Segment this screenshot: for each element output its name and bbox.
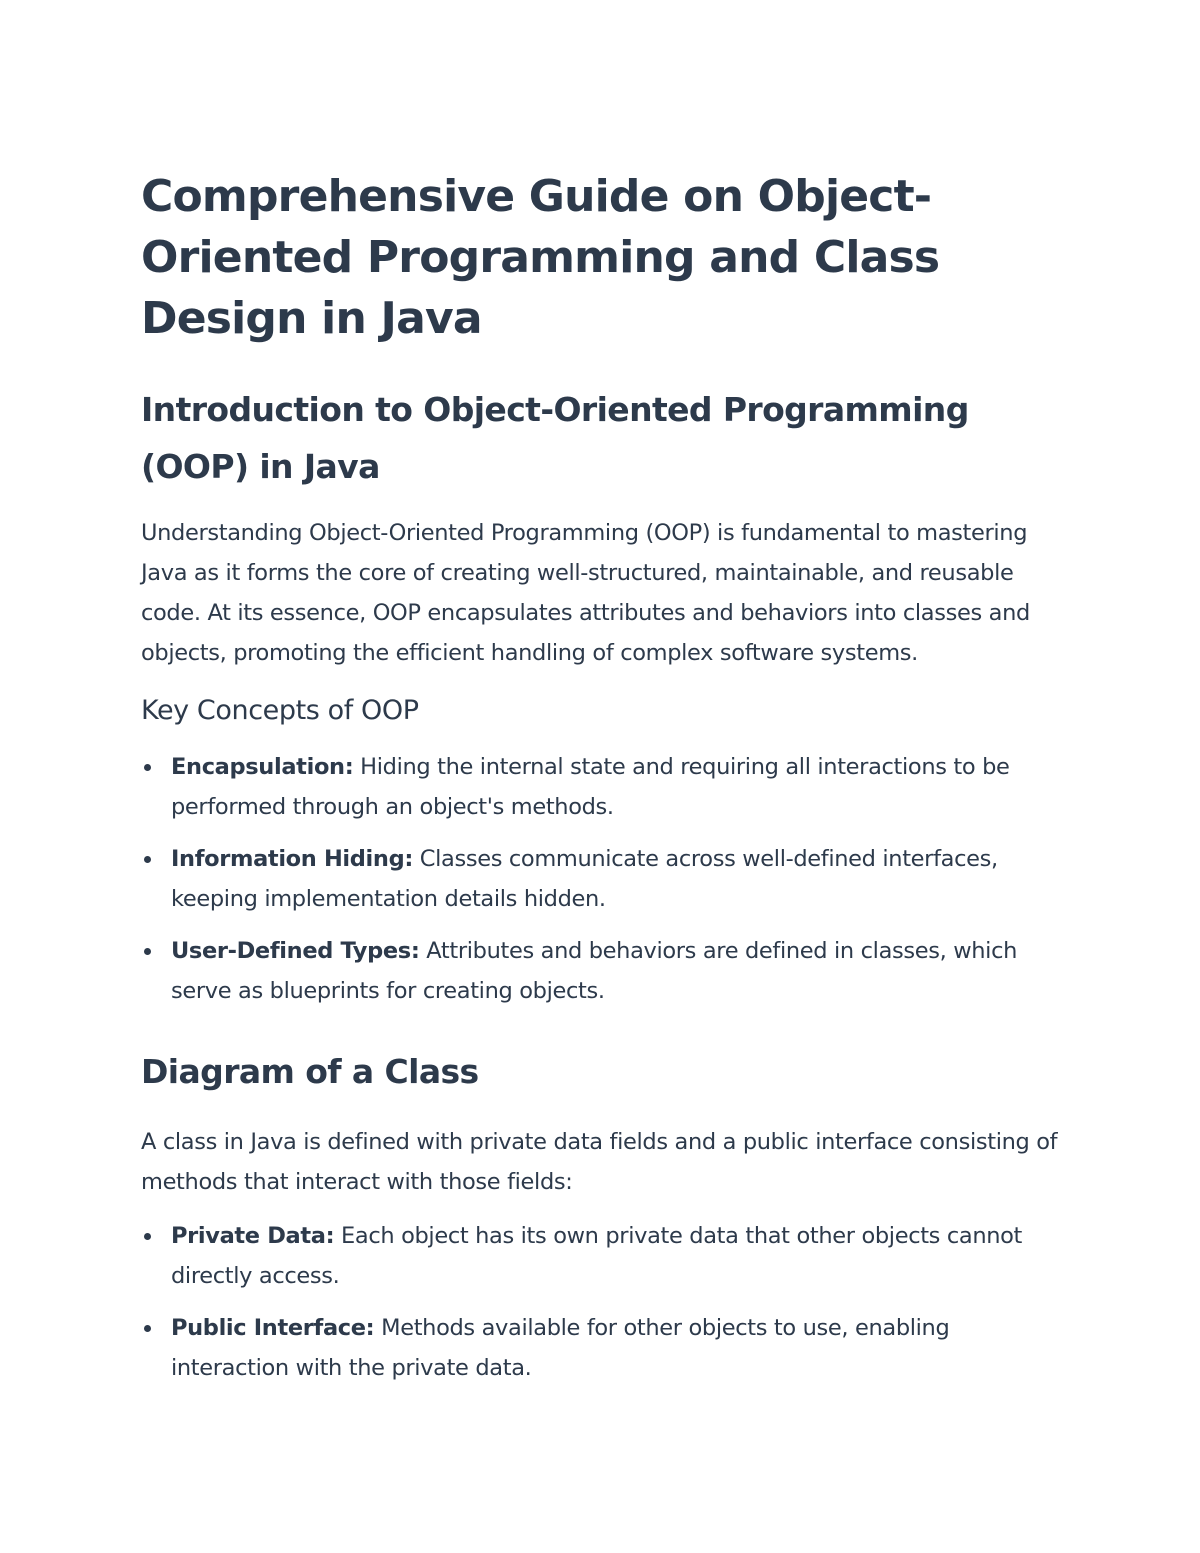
- key-concepts-list: [141, 747, 1061, 1011]
- document-title: Comprehensive Guide on Object-Oriented Programming and Class Design in Java: [141, 171, 940, 344]
- list-item-term: Encapsulation:: [171, 754, 354, 780]
- bullet-icon: [144, 948, 151, 955]
- list-item: [141, 839, 1061, 919]
- list-item: [141, 747, 1061, 827]
- bullet-icon: [144, 1325, 151, 1332]
- list-item-term: Private Data:: [171, 1223, 335, 1249]
- list-item: [141, 1308, 1061, 1388]
- document-page: [141, 166, 1061, 1400]
- list-item-term: Information Hiding:: [171, 846, 413, 872]
- bullet-icon: [144, 856, 151, 863]
- diagram-heading: Diagram of a Class: [141, 1052, 479, 1091]
- diagram-paragraph: A class in Java is defined with private data fields and a public interface consisting of methods that interact with those fields:: [141, 1129, 1058, 1195]
- list-item-text: Methods available for other objects to use, enabling interaction with the private data.: [171, 1315, 950, 1381]
- list-item: [141, 1216, 1061, 1296]
- list-item-term: Public Interface:: [171, 1315, 375, 1341]
- bullet-icon: [144, 1233, 151, 1240]
- intro-paragraph: Understanding Object-Oriented Programming (OOP) is fundamental to mastering Java as it forms the core of creating well-structured, maintainable, and reusable code. At its essence, OOP encapsulates attributes and behaviors into classes and objects, promoting the efficient handling of complex software systems.: [141, 520, 1030, 666]
- list-item-text: Hiding the internal state and requiring all interactions to be performed through an object's methods.: [171, 754, 1010, 820]
- list-item-text: Classes communicate across well-defined interfaces, keeping implementation details hidden.: [171, 846, 998, 912]
- list-item-text: Attributes and behaviors are defined in classes, which serve as blueprints for creating objects.: [171, 938, 1018, 1004]
- class-parts-list: [141, 1216, 1061, 1388]
- bullet-icon: [144, 764, 151, 771]
- list-item-text: Each object has its own private data that other objects cannot directly access.: [171, 1223, 1023, 1289]
- list-item-term: User-Defined Types:: [171, 938, 420, 964]
- list-item: [141, 931, 1061, 1011]
- key-concepts-subheading: Key Concepts of OOP: [141, 695, 419, 726]
- intro-heading: Introduction to Object-Oriented Programming (OOP) in Java: [141, 390, 969, 486]
